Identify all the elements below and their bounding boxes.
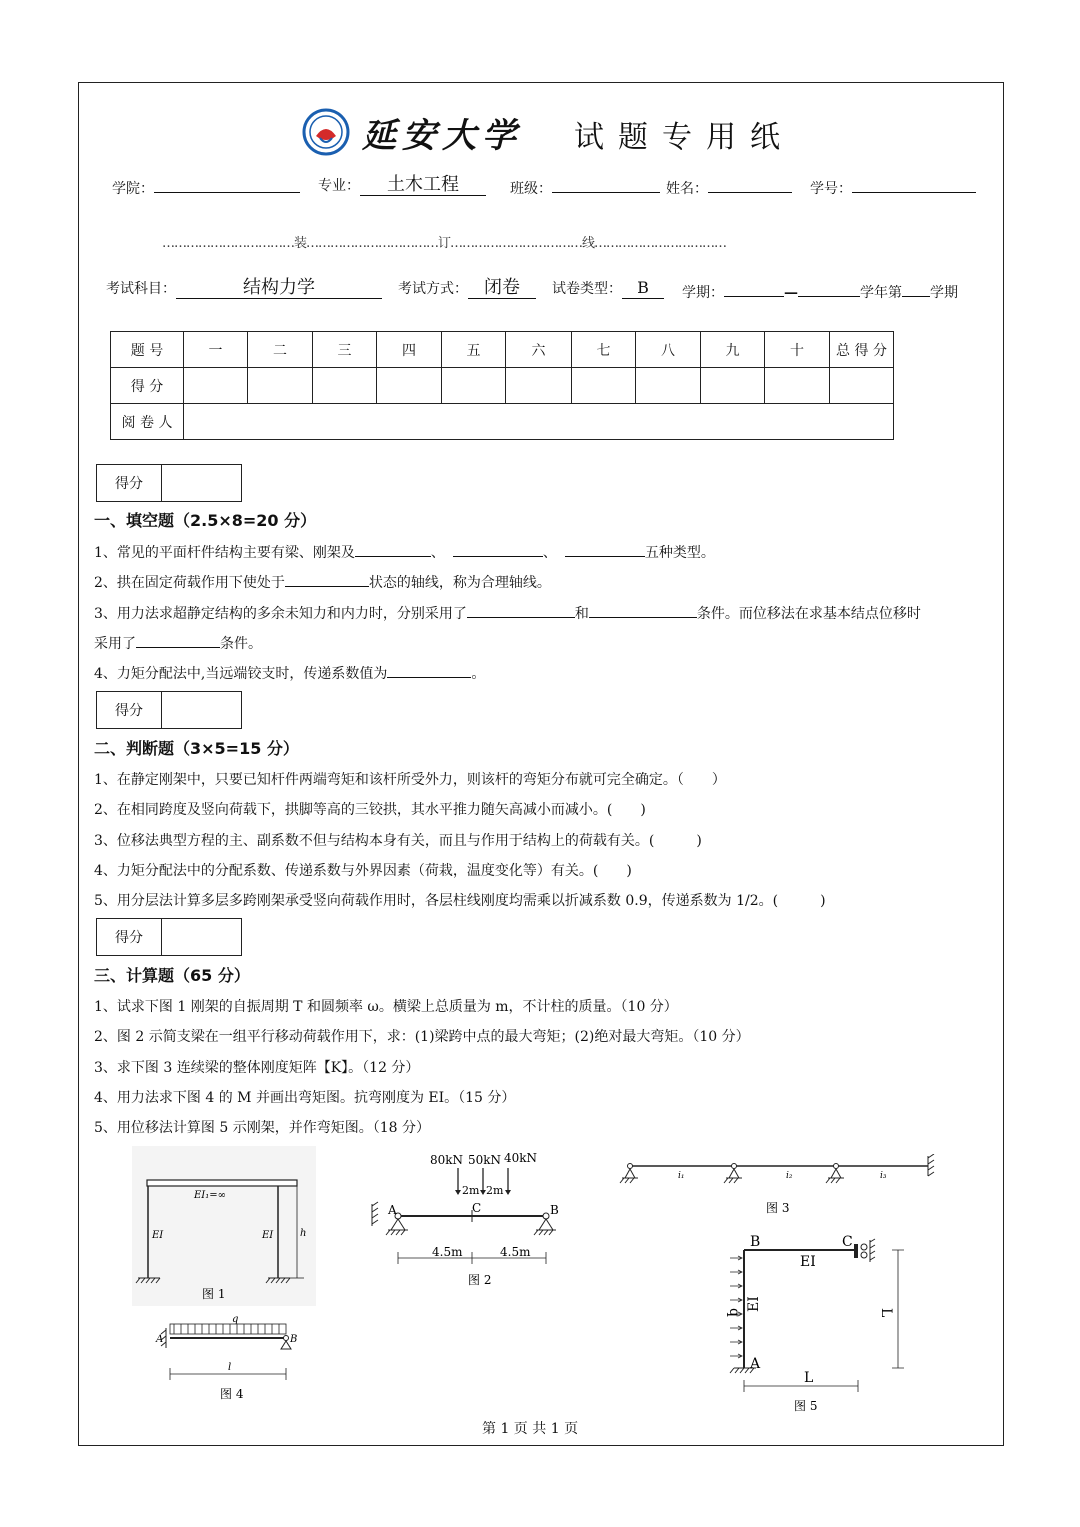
fig5-col-EI: EI (746, 1296, 762, 1312)
fig2-B: B (550, 1203, 559, 1217)
college-field: 学院： (112, 178, 300, 198)
name-field: 姓名： (666, 178, 792, 198)
column-header: 总 得 分 (830, 332, 894, 368)
fig4-A: A (156, 1334, 164, 1345)
table-row (111, 332, 894, 368)
binding-line: ……………………………装……………………………订……………………………线…………………………… (162, 236, 726, 251)
fig1-caption: 图 1 (202, 1287, 226, 1301)
column-header: 五 (442, 332, 506, 368)
row-label: 题 号 (111, 332, 184, 368)
reviewer-cell[interactable] (184, 404, 894, 440)
section-3-title: 三、计算题（65 分） (94, 966, 250, 985)
class-field: 班级： (510, 178, 660, 198)
exam-mode-field: 考试方式： 闭卷 (398, 278, 536, 299)
column-header: 四 (377, 332, 442, 368)
major-field: 专业： 土木工程 (318, 175, 486, 196)
fig2-load-2: 50kN (468, 1153, 502, 1167)
column-header: 一 (184, 332, 248, 368)
score-cell[interactable] (184, 368, 248, 404)
row-label: 阅 卷 人 (111, 404, 184, 440)
score-cell[interactable] (830, 368, 894, 404)
fig1-beam-label: EI₁=∞ (194, 1190, 226, 1201)
page-footer: 第 1 页 共 1 页 (482, 1421, 579, 1437)
fig5-caption: 图 5 (794, 1399, 818, 1413)
fig5-A: A (750, 1356, 761, 1372)
fig2-span-2: 4.5m (500, 1245, 531, 1259)
column-header: 二 (248, 332, 313, 368)
fill-question-3-cont: 采用了 条件。 (94, 633, 262, 653)
column-header: 八 (636, 332, 701, 368)
university-name: 延安大学 (362, 116, 522, 156)
fig5-C: C (842, 1234, 853, 1250)
fig3-i2: i₂ (786, 1171, 793, 1181)
table-row (111, 404, 894, 440)
fig1-right-col-label: EI (262, 1230, 274, 1241)
score-cell[interactable] (506, 368, 572, 404)
column-header: 七 (572, 332, 636, 368)
fill-question-2: 2、拱在固定荷载作用下使处于 状态的轴线，称为合理轴线。 (94, 572, 551, 592)
score-box-input[interactable] (162, 465, 241, 501)
score-cell[interactable] (572, 368, 636, 404)
exam-type-field: 试卷类型： B (552, 278, 664, 299)
score-cell[interactable] (442, 368, 506, 404)
fig1-left-col-label: EI (152, 1230, 164, 1241)
score-box-label: 得分 (97, 692, 162, 728)
fig2-spacing-2: 2m (486, 1184, 504, 1197)
fig2-load-1: 80kN (430, 1153, 464, 1167)
fig2-A: A (388, 1203, 397, 1217)
judge-question: 4、力矩分配法中的分配系数、传递系数与外界因素（荷栽，温度变化等）有关。( ) (94, 863, 632, 879)
section-score-box (96, 691, 242, 729)
score-cell[interactable] (248, 368, 313, 404)
fig5-width: L (804, 1370, 814, 1386)
table-row (111, 368, 894, 404)
fig4-load-label: q (232, 1314, 239, 1325)
section-2-title: 二、判断题（3×5=15 分） (94, 739, 299, 758)
score-box-input[interactable] (162, 919, 241, 955)
term-field: 学期： — 学年第 学期 (682, 282, 958, 302)
fig5-B: B (750, 1234, 761, 1250)
fig4-B: B (290, 1334, 298, 1345)
calc-question: 4、用力法求下图 4 的 M 并画出弯矩图。抗弯刚度为 EI。（15 分） (94, 1090, 516, 1106)
score-cell[interactable] (701, 368, 765, 404)
figure-3-continuous-beam (616, 1154, 942, 1218)
fill-question-1: 1、常见的平面杆件结构主要有梁、刚架及 、 、 五种类型。 (94, 542, 715, 562)
fig2-load-3: 40kN (504, 1151, 538, 1165)
fig5-beam-EI: EI (800, 1254, 816, 1270)
student-id-field: 学号： (810, 178, 976, 198)
section-1-title: 一、填空题（2.5×8=20 分） (94, 511, 317, 530)
score-cell[interactable] (636, 368, 701, 404)
score-cell[interactable] (765, 368, 830, 404)
fig5-height: L (878, 1308, 894, 1318)
row-label: 得 分 (111, 368, 184, 404)
fig4-span: l (228, 1362, 232, 1373)
score-box-label: 得分 (97, 919, 162, 955)
figure-4-beam (150, 1312, 310, 1404)
fig3-caption: 图 3 (766, 1201, 790, 1215)
score-cell[interactable] (313, 368, 377, 404)
judge-question: 1、在静定刚架中，只要已知杆件两端弯矩和该杆所受外力，则该杆的弯矩分布就可完全确定。（ ） (94, 772, 726, 788)
fig3-i1: i₁ (678, 1171, 685, 1181)
figure-2-beam (366, 1146, 566, 1292)
column-header: 六 (506, 332, 572, 368)
figure-1-frame (132, 1146, 316, 1306)
score-cell[interactable] (377, 368, 442, 404)
university-logo (302, 108, 350, 160)
fig2-C: C (472, 1201, 482, 1215)
calc-question: 2、图 2 示简支梁在一组平行移动荷载作用下，求：(1)梁跨中点的最大弯矩；(2)绝对最大弯矩。（10 分） (94, 1029, 750, 1045)
column-header: 九 (701, 332, 765, 368)
fig5-load: q (726, 1308, 742, 1317)
column-header: 三 (313, 332, 377, 368)
figure-5-frame (724, 1228, 920, 1418)
calc-question: 3、求下图 3 连续梁的整体刚度矩阵【K】。（12 分） (94, 1060, 420, 1076)
section-score-box (96, 464, 242, 502)
calc-question: 5、用位移法计算图 5 示刚架，并作弯矩图。（18 分） (94, 1120, 430, 1136)
fill-question-3: 3、用力法求超静定结构的多余未知力和内力时，分别采用了 和 条件。而位移法在求基本结点位移时 (94, 603, 921, 623)
fig1-height-label: h (300, 1228, 307, 1239)
score-box-label: 得分 (97, 465, 162, 501)
judge-question: 5、用分层法计算多层多跨刚架承受竖向荷载作用时，各层柱线刚度均需乘以折减系数 0.9，传递系数为 1/2。( ) (94, 893, 826, 909)
subject-field: 考试科目： 结构力学 (106, 278, 382, 299)
fig4-caption: 图 4 (220, 1387, 244, 1401)
fill-question-4: 4、力矩分配法中,当远端铰支时，传递系数值为 。 (94, 663, 485, 683)
judge-question: 2、在相同跨度及竖向荷载下，拱脚等高的三铰拱，其水平推力随矢高减小而减小。( ) (94, 802, 646, 818)
score-table (110, 331, 894, 440)
page-title: 试题专用纸 (574, 120, 794, 155)
calc-question: 1、试求下图 1 刚架的自振周期 T 和圆频率 ω。横梁上总质量为 m，不计柱的质量。（10 分） (94, 999, 678, 1015)
section-score-box (96, 918, 242, 956)
judge-question: 3、位移法典型方程的主、副系数不但与结构本身有关，而且与作用于结构上的荷载有关。( ) (94, 833, 702, 849)
fig2-span-1: 4.5m (432, 1245, 463, 1259)
score-box-input[interactable] (162, 692, 241, 728)
fig3-i3: i₃ (880, 1171, 887, 1181)
fig2-spacing-1: 2m (462, 1184, 480, 1197)
column-header: 十 (765, 332, 830, 368)
fig2-caption: 图 2 (468, 1273, 492, 1287)
